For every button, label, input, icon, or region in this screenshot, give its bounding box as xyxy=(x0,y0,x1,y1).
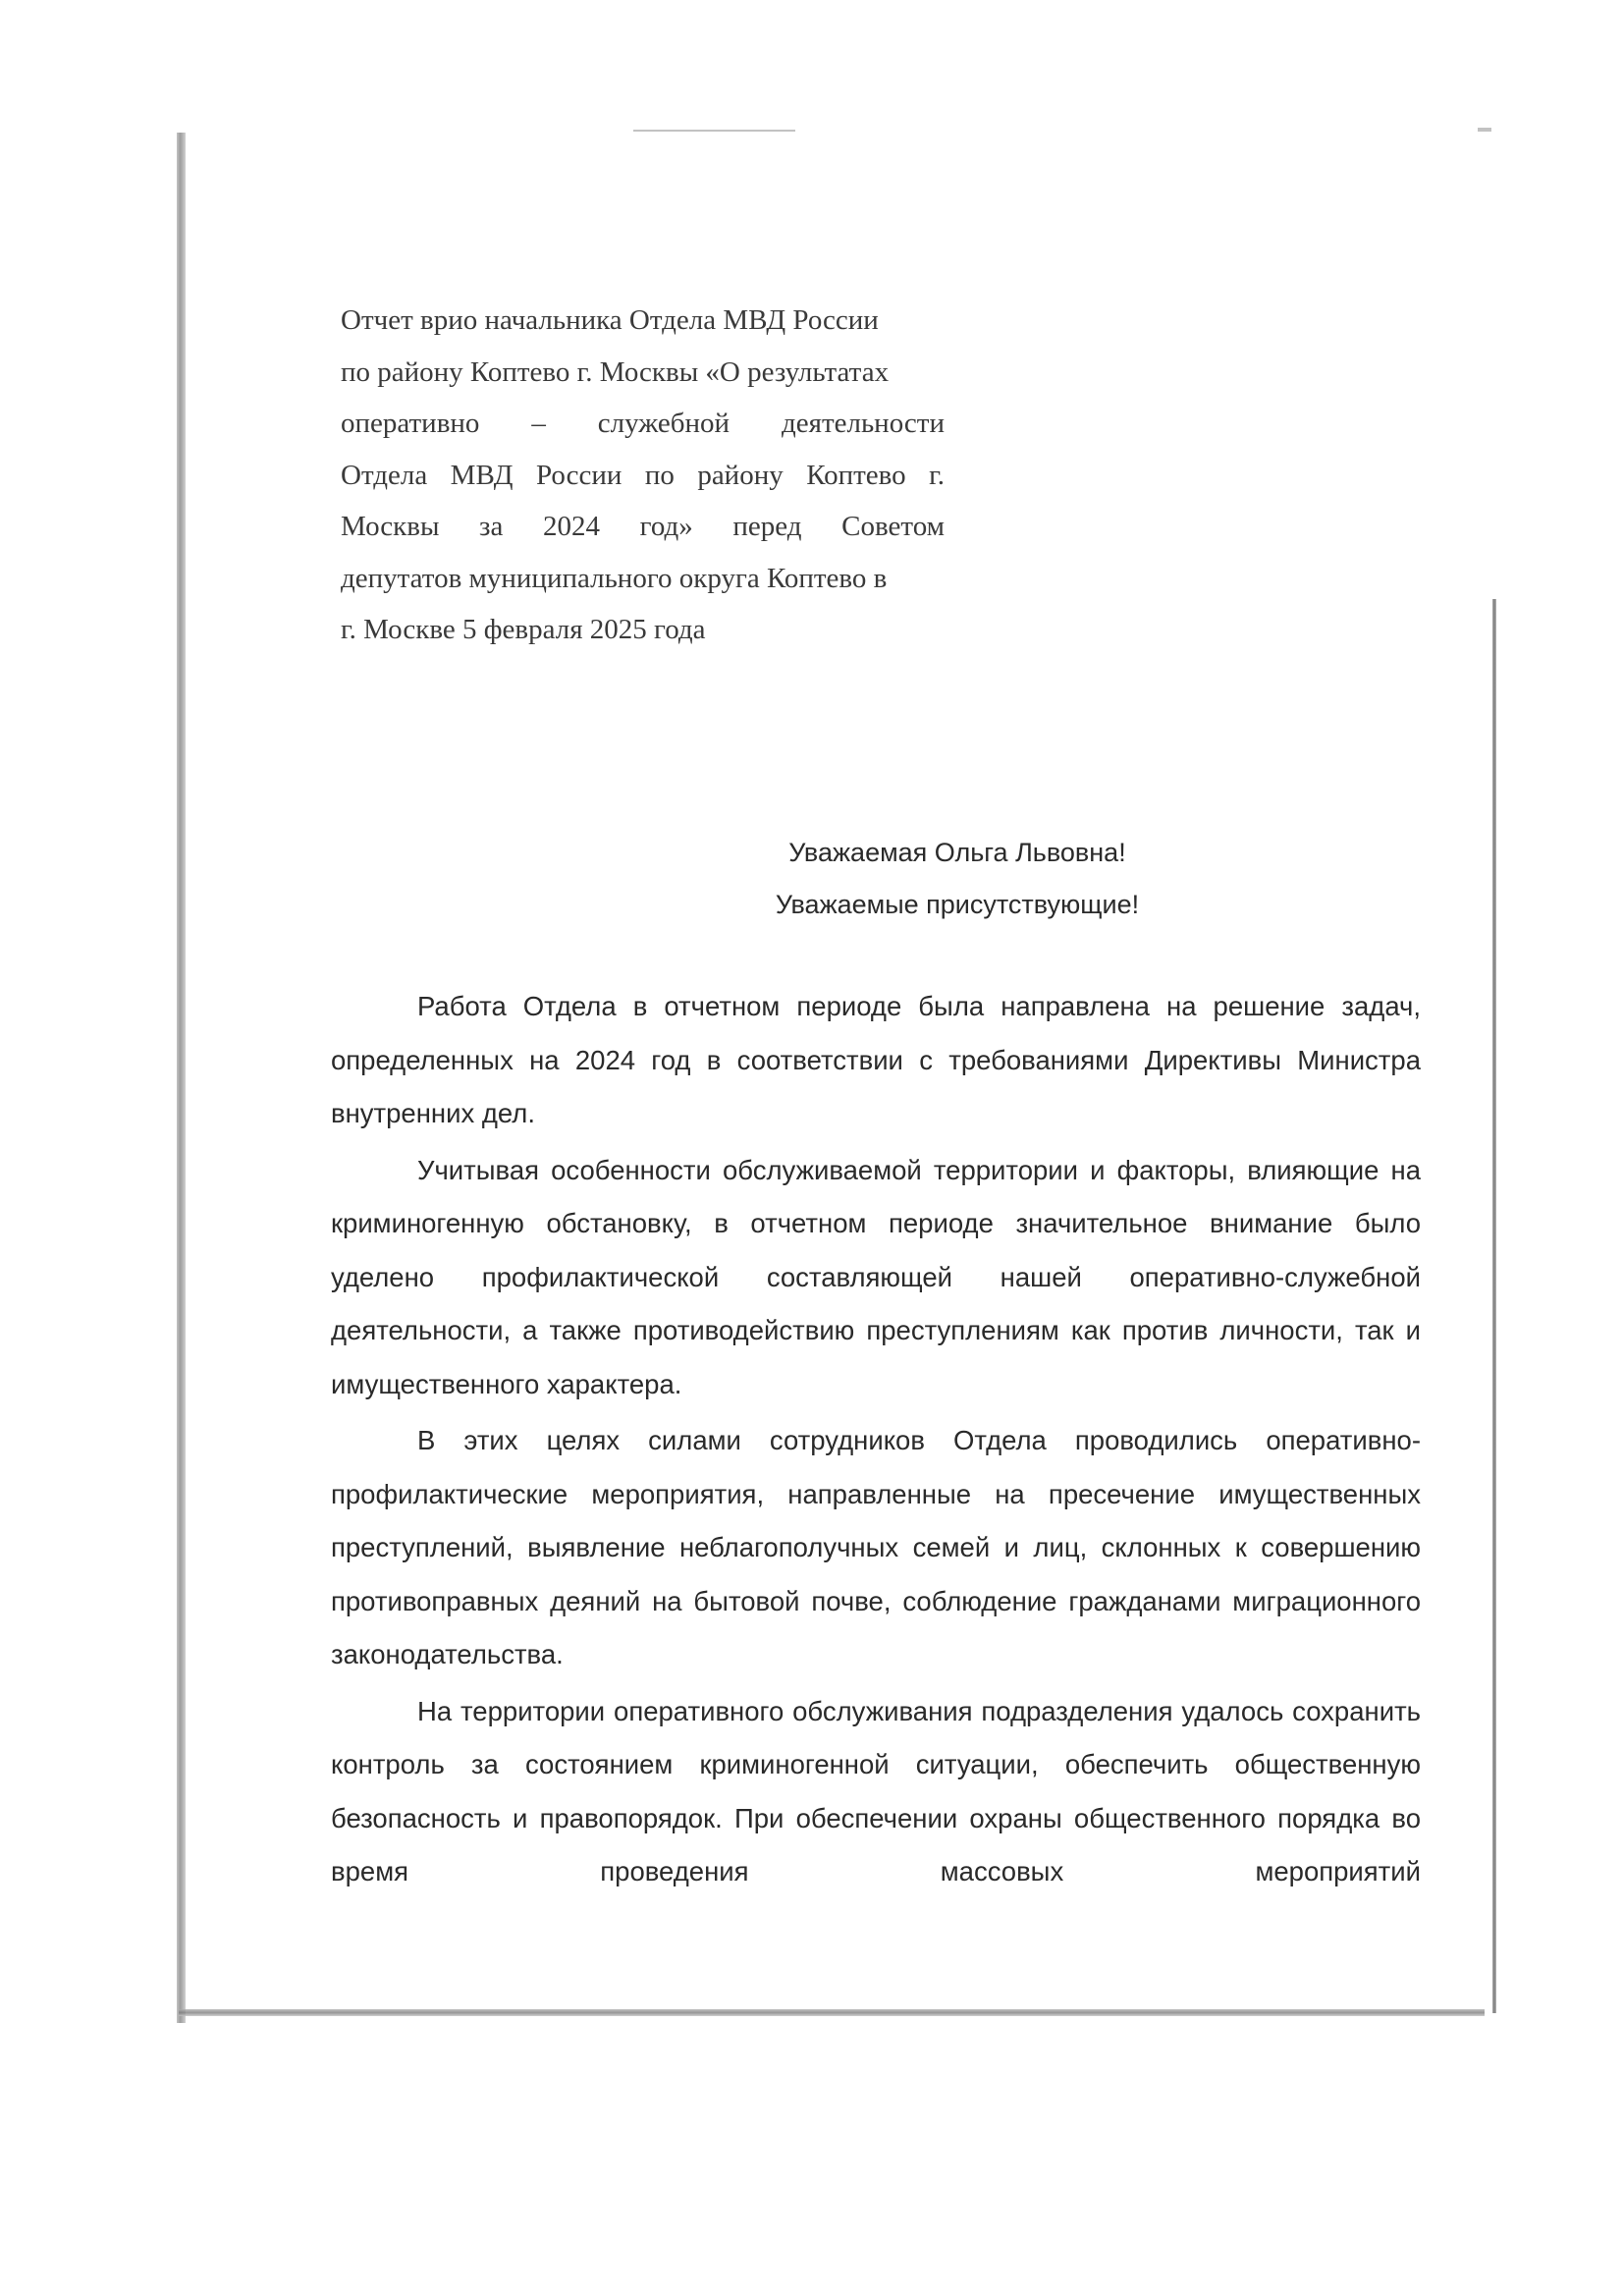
body-paragraph: Работа Отдела в отчетном периоде была направлена на решение задач, определенных на 2024 год в соответствии с требованиями Директивы Министра внутренних дел. xyxy=(331,991,1421,1128)
body-paragraph: Учитывая особенности обслуживаемой территории и факторы, влияющие на криминогенную обстановку, в отчетном периоде значительное внимание было уделено профилактической составляющей нашей оперативно-служебной деятельности, а также противодействию преступлениям как против личности, так и имущественного характера. xyxy=(331,1154,1421,1399)
header-line: оперативно – служебной деятельности xyxy=(341,408,945,439)
header-line: депутатов муниципального округа Коптево в xyxy=(341,562,888,594)
header-line: по району Коптево г. Москвы «О результатах xyxy=(341,355,890,388)
greeting-line: Уважаемая Ольга Львовна! xyxy=(788,838,1126,867)
greeting-line: Уважаемые присутствующие! xyxy=(775,890,1140,919)
scan-edge-right xyxy=(1492,599,1496,2013)
scan-mark-top xyxy=(633,130,795,132)
greeting-block xyxy=(638,827,1276,931)
scan-edge-bottom xyxy=(179,2009,1485,2016)
scan-edge-left xyxy=(177,133,186,2023)
report-header xyxy=(341,295,945,656)
header-line: Отчет врио начальника Отдела МВД России xyxy=(341,304,879,336)
scan-mark-corner xyxy=(1478,128,1491,132)
report-body xyxy=(331,980,1421,1902)
body-paragraph: На территории оперативного обслуживания подразделения удалось сохранить контроль за состоянием криминогенной ситуации, обеспечить общественную безопасность и правопорядок. При обеспечении охраны общественного порядка во время проведения массовых мероприятий xyxy=(331,1695,1421,1886)
header-line: Москвы за 2024 год» перед Советом xyxy=(341,511,945,542)
header-line: Отдела МВД России по району Коптево г. xyxy=(341,459,945,491)
body-paragraph: В этих целях силами сотрудников Отдела проводились оперативно-профилактические мероприятия, направленные на пресечение имущественных преступлений, выявление неблагополучных семей и лиц, склонных к совершению противоправных деяний на бытовой почве, соблюдение гражданами миграционного законодательства. xyxy=(331,1425,1421,1669)
header-line: г. Москве 5 февраля 2025 года xyxy=(341,614,706,645)
